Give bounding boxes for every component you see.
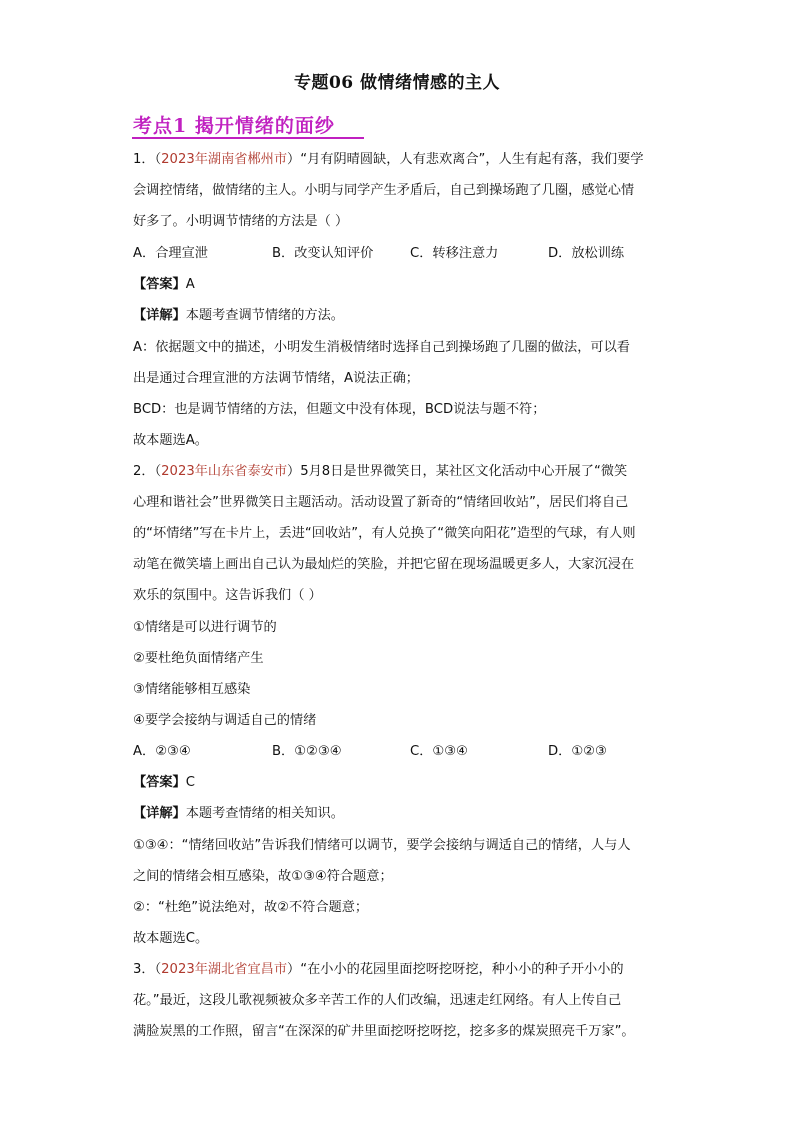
q2-option-d: D．①②③ — [548, 744, 607, 759]
q3-stem-line3: 满脸炭黑的工作照，留言“在深深的矿井里面挖呀挖呀挖，挖多多的煤炭照亮千万家”。 — [133, 1024, 635, 1039]
q1-detail: 【详解】本题考查调节情绪的方法。 — [133, 308, 344, 323]
q1-stem-line3: 好多了。小明调节情绪的方法是（ ） — [133, 214, 349, 229]
q2-stem-line1: 2．（2023年山东省泰安市）5月8日是世界微笑日，某社区文化活动中心开展了“微笑 — [133, 464, 628, 479]
q1-analysis-line2: 出是通过合理宣泄的方法调节情绪，A说法正确； — [133, 371, 419, 386]
q1-conclusion: 故本题选A。 — [133, 433, 208, 448]
q2-option-b: B．①②③④ — [272, 744, 342, 759]
q2-stem-line2: 心理和谐社会”世界微笑日主题活动。活动设置了新奇的“情绪回收站”，居民们将自己 — [133, 495, 629, 510]
q1-option-c: C．转移注意力 — [410, 246, 499, 261]
q2-answer: 【答案】C — [133, 775, 195, 790]
q2-option-c: C．①③④ — [410, 744, 468, 759]
q1-option-d: D．放松训练 — [548, 246, 625, 261]
q2-statement-1: ①情绪是可以进行调节的 — [133, 620, 277, 635]
q2-statement-4: ④要学会接纳与调适自己的情绪 — [133, 713, 317, 728]
q2-statement-3: ③情绪能够相互感染 — [133, 682, 251, 697]
q2-statement-2: ②要杜绝负面情绪产生 — [133, 651, 264, 666]
q2-option-a: A．②③④ — [133, 744, 191, 759]
q2-source: 2023年山东省泰安市 — [161, 464, 288, 479]
q3-source: 2023年湖北省宜昌市 — [161, 962, 288, 977]
q1-source: 2023年湖南省郴州市 — [161, 152, 288, 167]
q1-option-b: B．改变认知评价 — [272, 246, 374, 261]
q1-analysis-line3: BCD：也是调节情绪的方法，但题文中没有体现，BCD说法与题不符； — [133, 402, 546, 417]
page-title: 专题06 做情绪情感的主人 — [293, 73, 501, 93]
q3-stem-line2: 花。”最近，这段儿歌视频被众多辛苦工作的人们改编，迅速走红网络。有人上传自己 — [133, 993, 622, 1008]
q2-detail: 【详解】本题考查情绪的相关知识。 — [133, 806, 344, 821]
q2-stem-line4: 动笔在微笑墙上画出自己认为最灿烂的笑脸，并把它留在现场温暖更多人，大家沉浸在 — [133, 557, 635, 572]
q1-answer: 【答案】A — [133, 277, 195, 292]
q2-conclusion: 故本题选C。 — [133, 931, 209, 946]
section-underline — [132, 137, 364, 139]
q3-stem-line1: 3．（2023年湖北省宜昌市）“在小小的花园里面挖呀挖呀挖，种小小的种子开小小的 — [133, 962, 624, 977]
q1-analysis-line1: A：依据题文中的描述，小明发生消极情绪时选择自己到操场跑了几圈的做法，可以看 — [133, 340, 630, 355]
q1-stem-line2: 会调控情绪，做情绪的主人。小明与同学产生矛盾后，自己到操场跑了几圈，感觉心情 — [133, 183, 635, 198]
q2-analysis-line2: 之间的情绪会相互感染，故①③④符合题意； — [133, 869, 393, 884]
q2-analysis-line1: ①③④：“情绪回收站”告诉我们情绪可以调节，要学会接纳与调适自己的情绪，人与人 — [133, 838, 631, 853]
q1-stem-line1: 1．（2023年湖南省郴州市）“月有阴晴圆缺，人有悲欢离合”，人生有起有落，我们要学 — [133, 152, 644, 167]
q2-analysis-line3: ②：“杜绝”说法绝对，故②不符合题意； — [133, 900, 369, 915]
q1-option-a: A．合理宣泄 — [133, 246, 208, 261]
section-heading: 考点1 揭开情绪的面纱 — [133, 115, 335, 137]
q2-stem-line3: 的“坏情绪”写在卡片上，丢进“回收站”，有人兑换了“微笑向阳花”造型的气球，有人则 — [133, 526, 636, 541]
q2-stem-line5: 欢乐的氛围中。这告诉我们（ ） — [133, 588, 322, 603]
